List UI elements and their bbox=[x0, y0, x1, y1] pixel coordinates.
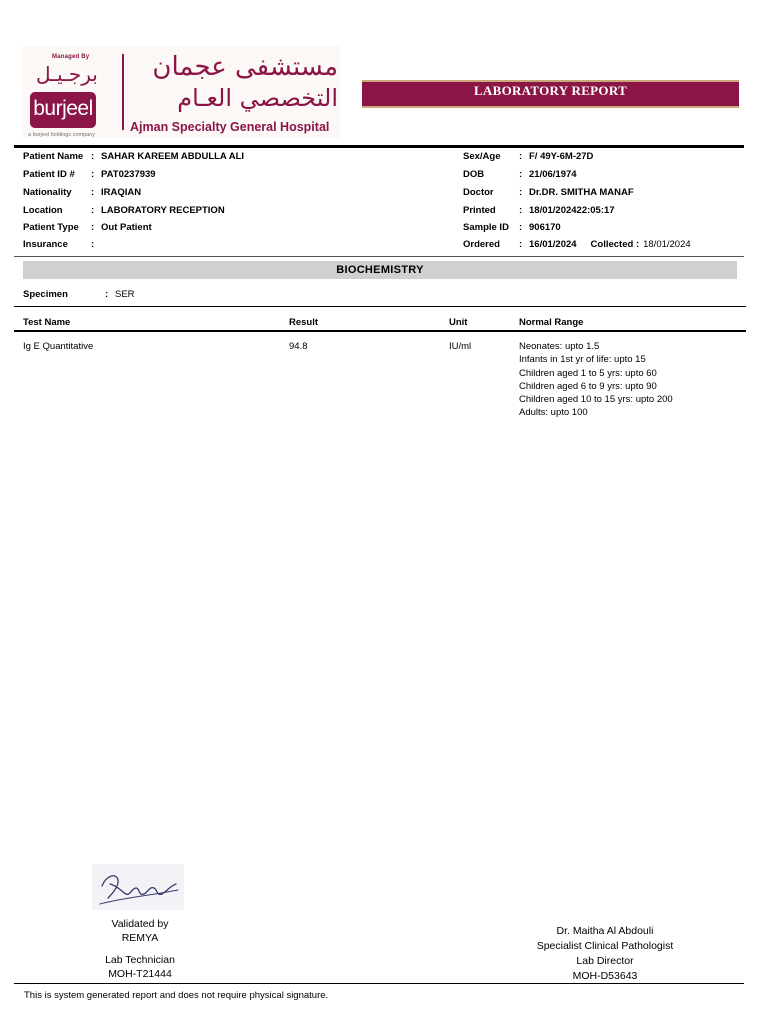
specimen-row bbox=[23, 289, 135, 300]
patient-info-row bbox=[463, 186, 634, 199]
colon: : bbox=[91, 187, 95, 198]
collected-label: Collected : bbox=[590, 239, 640, 250]
insurance-label: Insurance bbox=[23, 239, 68, 250]
managed-by-label: Managed By bbox=[52, 54, 90, 60]
patient-info-row bbox=[23, 204, 225, 217]
ordered-value: 16/01/2024 bbox=[529, 239, 577, 250]
patient-id-label: Patient ID # bbox=[23, 169, 75, 180]
patient-info-row bbox=[23, 221, 152, 234]
dob-value: 21/06/1974 bbox=[529, 169, 577, 180]
validator-id: MOH-T21444 bbox=[108, 968, 172, 980]
sex-age-value: F/ 49Y-6M-27D bbox=[529, 151, 594, 162]
patient-info-row bbox=[463, 168, 577, 181]
colon: : bbox=[91, 205, 95, 216]
patient-info-row bbox=[463, 221, 561, 234]
lab-director-block bbox=[500, 924, 710, 984]
director-role: Lab Director bbox=[576, 955, 634, 967]
patient-type-value: Out Patient bbox=[101, 222, 152, 233]
result-cell: 94.8 bbox=[289, 341, 308, 352]
specimen-label: Specimen bbox=[23, 289, 68, 300]
hospital-english-name: Ajman Specialty General Hospital bbox=[130, 120, 330, 134]
sex-age-label: Sex/Age bbox=[463, 151, 501, 162]
validator-signature bbox=[92, 864, 184, 910]
burjeel-logo bbox=[26, 52, 122, 136]
holdings-tagline: a burjeel holdings company bbox=[28, 132, 95, 138]
normal-range-line: Children aged 1 to 5 yrs: upto 60 bbox=[519, 367, 657, 379]
printed-value: 18/01/202422:05:17 bbox=[529, 205, 615, 216]
director-name: Dr. Maitha Al Abdouli bbox=[556, 925, 654, 937]
hospital-logo bbox=[22, 46, 340, 138]
report-title-banner bbox=[362, 80, 739, 108]
normal-range-line: Adults: upto 100 bbox=[519, 407, 588, 419]
section-header bbox=[23, 261, 737, 279]
patient-info-row bbox=[463, 238, 691, 251]
sample-id-label: Sample ID bbox=[463, 222, 509, 233]
unit-cell: IU/ml bbox=[449, 341, 472, 352]
normal-range-line: Children aged 6 to 9 yrs: upto 90 bbox=[519, 380, 657, 392]
colon: : bbox=[519, 239, 523, 250]
patient-info-row bbox=[463, 150, 593, 163]
patient-type-label: Patient Type bbox=[23, 222, 79, 233]
collected-value: 18/01/2024 bbox=[643, 239, 691, 250]
report-title: LABORATORY REPORT bbox=[473, 83, 628, 98]
patient-name-label: Patient Name bbox=[23, 151, 84, 162]
specimen-value: SER bbox=[115, 289, 135, 300]
footer-note: This is system generated report and does not require physical signature. bbox=[24, 990, 329, 1001]
colon: : bbox=[519, 187, 523, 198]
hospital-arabic-name-line1: مستشفى عجمان bbox=[152, 52, 338, 82]
burjeel-arabic-wordmark: برجـيـل bbox=[36, 62, 98, 86]
patient-name-value: SAHAR KAREEM ABDULLA ALI bbox=[101, 151, 245, 162]
colon: : bbox=[519, 151, 523, 162]
burjeel-wordmark: burjeel bbox=[30, 92, 96, 128]
section-title: BIOCHEMISTRY bbox=[336, 264, 424, 276]
patient-info-row bbox=[23, 186, 141, 199]
normal-range-line: Neonates: upto 1.5 bbox=[519, 341, 600, 352]
normal-range-line: Infants in 1st yr of life: upto 15 bbox=[519, 354, 646, 366]
normal-range-line: Children aged 10 to 15 yrs: upto 200 bbox=[519, 394, 673, 406]
location-label: Location bbox=[23, 205, 63, 216]
patient-info-row bbox=[23, 150, 244, 163]
doctor-label: Doctor bbox=[463, 187, 494, 198]
patient-id-value: PAT0237939 bbox=[101, 169, 156, 180]
footer-divider bbox=[14, 983, 744, 984]
normal-range-cell bbox=[519, 340, 673, 420]
colon: : bbox=[519, 169, 523, 180]
printed-label: Printed bbox=[463, 205, 496, 216]
colon: : bbox=[91, 222, 95, 233]
logo-divider bbox=[122, 54, 124, 130]
colon: : bbox=[91, 239, 95, 250]
column-header-unit: Unit bbox=[449, 317, 468, 328]
patient-info-row bbox=[23, 168, 156, 181]
validator-role: Lab Technician bbox=[105, 954, 175, 966]
column-header-normal-range: Normal Range bbox=[519, 317, 584, 328]
colon: : bbox=[519, 222, 523, 233]
column-header-result: Result bbox=[289, 317, 319, 328]
info-divider bbox=[14, 256, 744, 257]
table-top-rule bbox=[14, 306, 746, 307]
patient-info-row bbox=[463, 204, 615, 217]
nationality-label: Nationality bbox=[23, 187, 72, 198]
validation-block bbox=[70, 917, 210, 981]
validator-name: REMYA bbox=[121, 932, 159, 944]
validated-by-label: Validated by bbox=[111, 918, 169, 930]
test-name-cell: Ig E Quantitative bbox=[23, 341, 94, 352]
ordered-label: Ordered bbox=[463, 239, 500, 250]
colon: : bbox=[91, 169, 95, 180]
header-divider bbox=[14, 145, 744, 148]
location-value: LABORATORY RECEPTION bbox=[101, 205, 225, 216]
table-header-rule bbox=[14, 330, 746, 332]
director-title: Specialist Clinical Pathologist bbox=[536, 940, 674, 952]
director-id: MOH-D53643 bbox=[572, 970, 638, 982]
sample-id-value: 906170 bbox=[529, 222, 561, 233]
hospital-arabic-name-line2: التخصصي العـام bbox=[177, 84, 338, 112]
colon: : bbox=[105, 289, 109, 300]
column-header-test-name: Test Name bbox=[23, 317, 71, 328]
dob-label: DOB bbox=[463, 169, 485, 180]
signature-scribble bbox=[92, 864, 184, 910]
nationality-value: IRAQIAN bbox=[101, 187, 142, 198]
colon: : bbox=[91, 151, 95, 162]
colon: : bbox=[519, 205, 523, 216]
doctor-value: Dr.DR. SMITHA MANAF bbox=[529, 187, 634, 198]
patient-info-row bbox=[23, 238, 101, 251]
